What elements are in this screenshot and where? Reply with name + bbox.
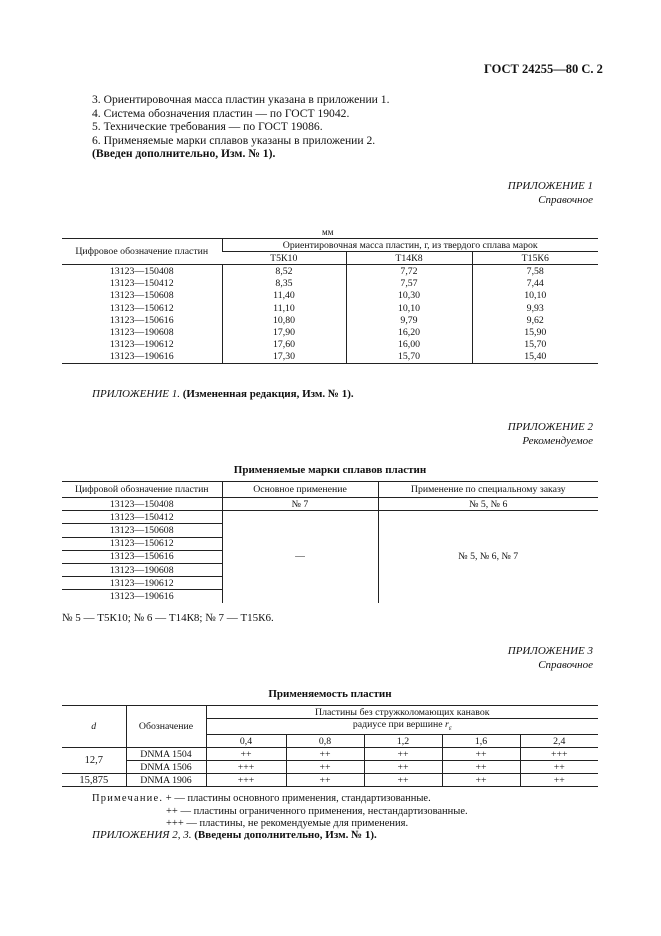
- final-note-label: ПРИЛОЖЕНИЯ 2, 3.: [92, 829, 192, 841]
- cell: ++: [286, 748, 364, 761]
- table-row: [62, 278, 598, 290]
- table-alloy-grades: [62, 481, 598, 603]
- cell: ++: [364, 774, 442, 787]
- appendix-2-heading: [508, 420, 593, 448]
- table-row: [62, 748, 598, 761]
- table3-col-designation: Обозначение: [126, 706, 206, 748]
- cell: 10,10: [472, 290, 598, 302]
- cell: 13123—150616: [109, 314, 174, 326]
- table-row: [62, 511, 598, 524]
- item-3: 3. Ориентировочная масса пластин указана в приложении 1.: [92, 93, 390, 106]
- cell: 13123—150412: [62, 511, 222, 524]
- table-plate-applicability: [62, 705, 598, 787]
- cell: 11,10: [222, 302, 346, 314]
- cell: 13123—150408: [62, 498, 222, 511]
- cell: 13123—150612: [62, 537, 222, 550]
- cell-d: 12,7: [62, 748, 126, 774]
- item-4: 4. Система обозначения пластин — по ГОСТ 19042.: [92, 106, 350, 120]
- appendix-1-title: ПРИЛОЖЕНИЕ 1: [507, 180, 593, 192]
- table2-caption: Применяемые марки сплавов пластин: [233, 464, 427, 476]
- page-header: ГОСТ 24255—80 С. 2: [484, 62, 603, 76]
- cell-d: 15,875: [62, 774, 126, 787]
- cell: ++: [442, 774, 520, 787]
- note-line: ++ — пластины ограниченного применения, нестандартизованные.: [166, 805, 468, 817]
- intro-items: [92, 93, 389, 161]
- cell: № 5, № 6, № 7: [378, 511, 598, 603]
- radius-symbol: r: [445, 719, 449, 731]
- appendix-1-note: [92, 388, 354, 400]
- note-line: + — пластины основного применения, стандартизованные.: [165, 793, 431, 804]
- table1-group-header: Ориентировочная масса пластин, г, из твердого сплава марок: [222, 239, 598, 252]
- table3-note: [92, 793, 468, 831]
- cell: 16,00: [346, 339, 472, 351]
- cell: 13123—150408: [109, 265, 174, 277]
- item-5: 5. Технические требования — по ГОСТ 19086.: [92, 120, 323, 134]
- cell: 13123—150608: [62, 524, 222, 537]
- table1-unit: мм: [322, 227, 334, 237]
- table1-grade: Т5К10: [222, 252, 346, 265]
- appendix-1-subtitle: Справочное: [538, 194, 593, 206]
- cell: 13123—190616: [62, 351, 222, 364]
- final-note-text: (Введены дополнительно, Изм. № 1).: [194, 829, 377, 841]
- table3-subgroup-header: [206, 719, 598, 735]
- table1-grade: Т15К6: [472, 252, 598, 265]
- appendix-1-note-label: ПРИЛОЖЕНИЕ 1.: [92, 388, 180, 400]
- table1-grade: Т14К8: [346, 252, 472, 265]
- cell: DNMA 1906: [126, 774, 206, 787]
- final-amendment-note: [92, 829, 377, 841]
- cell: 17,60: [222, 339, 346, 351]
- cell: 13123—190608: [62, 563, 222, 576]
- table3-caption: Применяемость пластин: [268, 688, 392, 700]
- table-row: [62, 290, 598, 302]
- cell: 17,90: [222, 326, 346, 338]
- cell: 7,57: [346, 278, 472, 290]
- cell: 15,70: [472, 339, 598, 351]
- cell: ++: [442, 748, 520, 761]
- cell: 13123—150612: [109, 302, 174, 314]
- appendix-2-subtitle: Рекомендуемое: [522, 435, 593, 447]
- cell: ++: [364, 748, 442, 761]
- cell: 9,79: [346, 314, 472, 326]
- appendix-3-subtitle: Справочное: [538, 659, 593, 671]
- appendix-3-title: ПРИЛОЖЕНИЕ 3: [507, 645, 593, 657]
- item-6: 6. Применяемые марки сплавов указаны в приложении 2.: [92, 133, 376, 147]
- note-line: +++ — пластины, не рекомендуемые для применения.: [166, 818, 409, 830]
- cell: 7,44: [472, 278, 598, 290]
- cell: DNMA 1506: [126, 761, 206, 774]
- cell: 13123—150608: [109, 290, 174, 302]
- table2-col-special: Применение по специальному заказу: [378, 482, 598, 498]
- table-row: [62, 761, 598, 774]
- table3-radius: 1,2: [364, 735, 442, 748]
- cell: 13123—190612: [109, 339, 174, 351]
- table-plate-mass: [62, 238, 598, 364]
- cell: ++: [286, 774, 364, 787]
- table-row: [62, 498, 598, 511]
- cell: 13123—190612: [62, 577, 222, 590]
- cell: 9,93: [472, 302, 598, 314]
- appendix-2-title: ПРИЛОЖЕНИЕ 2: [507, 421, 593, 433]
- cell: 10,80: [222, 314, 346, 326]
- table3-radius: 2,4: [520, 735, 598, 748]
- items-amendment-note: (Введен дополнительно, Изм. № 1).: [92, 147, 276, 161]
- cell: 8,52: [222, 265, 346, 278]
- cell: 17,30: [222, 351, 346, 364]
- table2-col-main: Основное применение: [222, 482, 378, 498]
- table1-col-designation: Цифровое обозначение пластин: [62, 239, 222, 265]
- cell: 13123—150616: [62, 550, 222, 563]
- cell: ++: [520, 774, 598, 787]
- cell: 9,62: [472, 314, 598, 326]
- cell: ++: [364, 761, 442, 774]
- cell: 7,72: [346, 265, 472, 278]
- table-row: [62, 774, 598, 787]
- cell: +++: [520, 748, 598, 761]
- table3-subgroup-text: радиусе при вершине: [352, 719, 443, 731]
- table3-radius: 1,6: [442, 735, 520, 748]
- table-row: [62, 314, 598, 326]
- cell: ++: [206, 748, 286, 761]
- table3-radius: 0,8: [286, 735, 364, 748]
- cell: 13123—190608: [109, 326, 174, 338]
- cell: ++: [520, 761, 598, 774]
- table2-legend: № 5 — Т5К10; № 6 — Т14К8; № 7 — Т15К6.: [62, 612, 274, 624]
- table2-col-designation: Цифровой обозначение пластин: [62, 482, 222, 498]
- cell: 16,20: [346, 326, 472, 338]
- cell: 13123—150412: [109, 278, 174, 290]
- table-row: [62, 339, 598, 351]
- table3-group-header: Пластины без стружколомающих канавок: [206, 706, 598, 719]
- table-row: [62, 326, 598, 338]
- cell: +++: [206, 774, 286, 787]
- cell: 15,40: [472, 351, 598, 364]
- appendix-1-note-text: (Измененная редакция, Изм. № 1).: [182, 388, 354, 400]
- cell: 15,90: [472, 326, 598, 338]
- cell: 7,58: [472, 265, 598, 278]
- cell: 10,10: [346, 302, 472, 314]
- cell: № 5, № 6: [378, 498, 598, 511]
- note-label: Примечание.: [92, 793, 164, 804]
- cell: —: [222, 511, 378, 603]
- table3-radius: 0,4: [206, 735, 286, 748]
- table-row: [62, 265, 598, 278]
- cell: 11,40: [222, 290, 346, 302]
- appendix-3-heading: [508, 644, 593, 672]
- cell: 10,30: [346, 290, 472, 302]
- cell: ++: [442, 761, 520, 774]
- table-row: [62, 351, 598, 364]
- cell: +++: [206, 761, 286, 774]
- appendix-1-heading: [508, 179, 593, 207]
- cell: DNMA 1504: [126, 748, 206, 761]
- cell: № 7: [222, 498, 378, 511]
- table3-col-d: d: [62, 706, 126, 748]
- cell: 13123—190616: [109, 590, 174, 602]
- table-row: [62, 302, 598, 314]
- radius-subscript: ε: [448, 724, 452, 733]
- cell: ++: [286, 761, 364, 774]
- cell: 15,70: [346, 351, 472, 364]
- cell: 8,35: [222, 278, 346, 290]
